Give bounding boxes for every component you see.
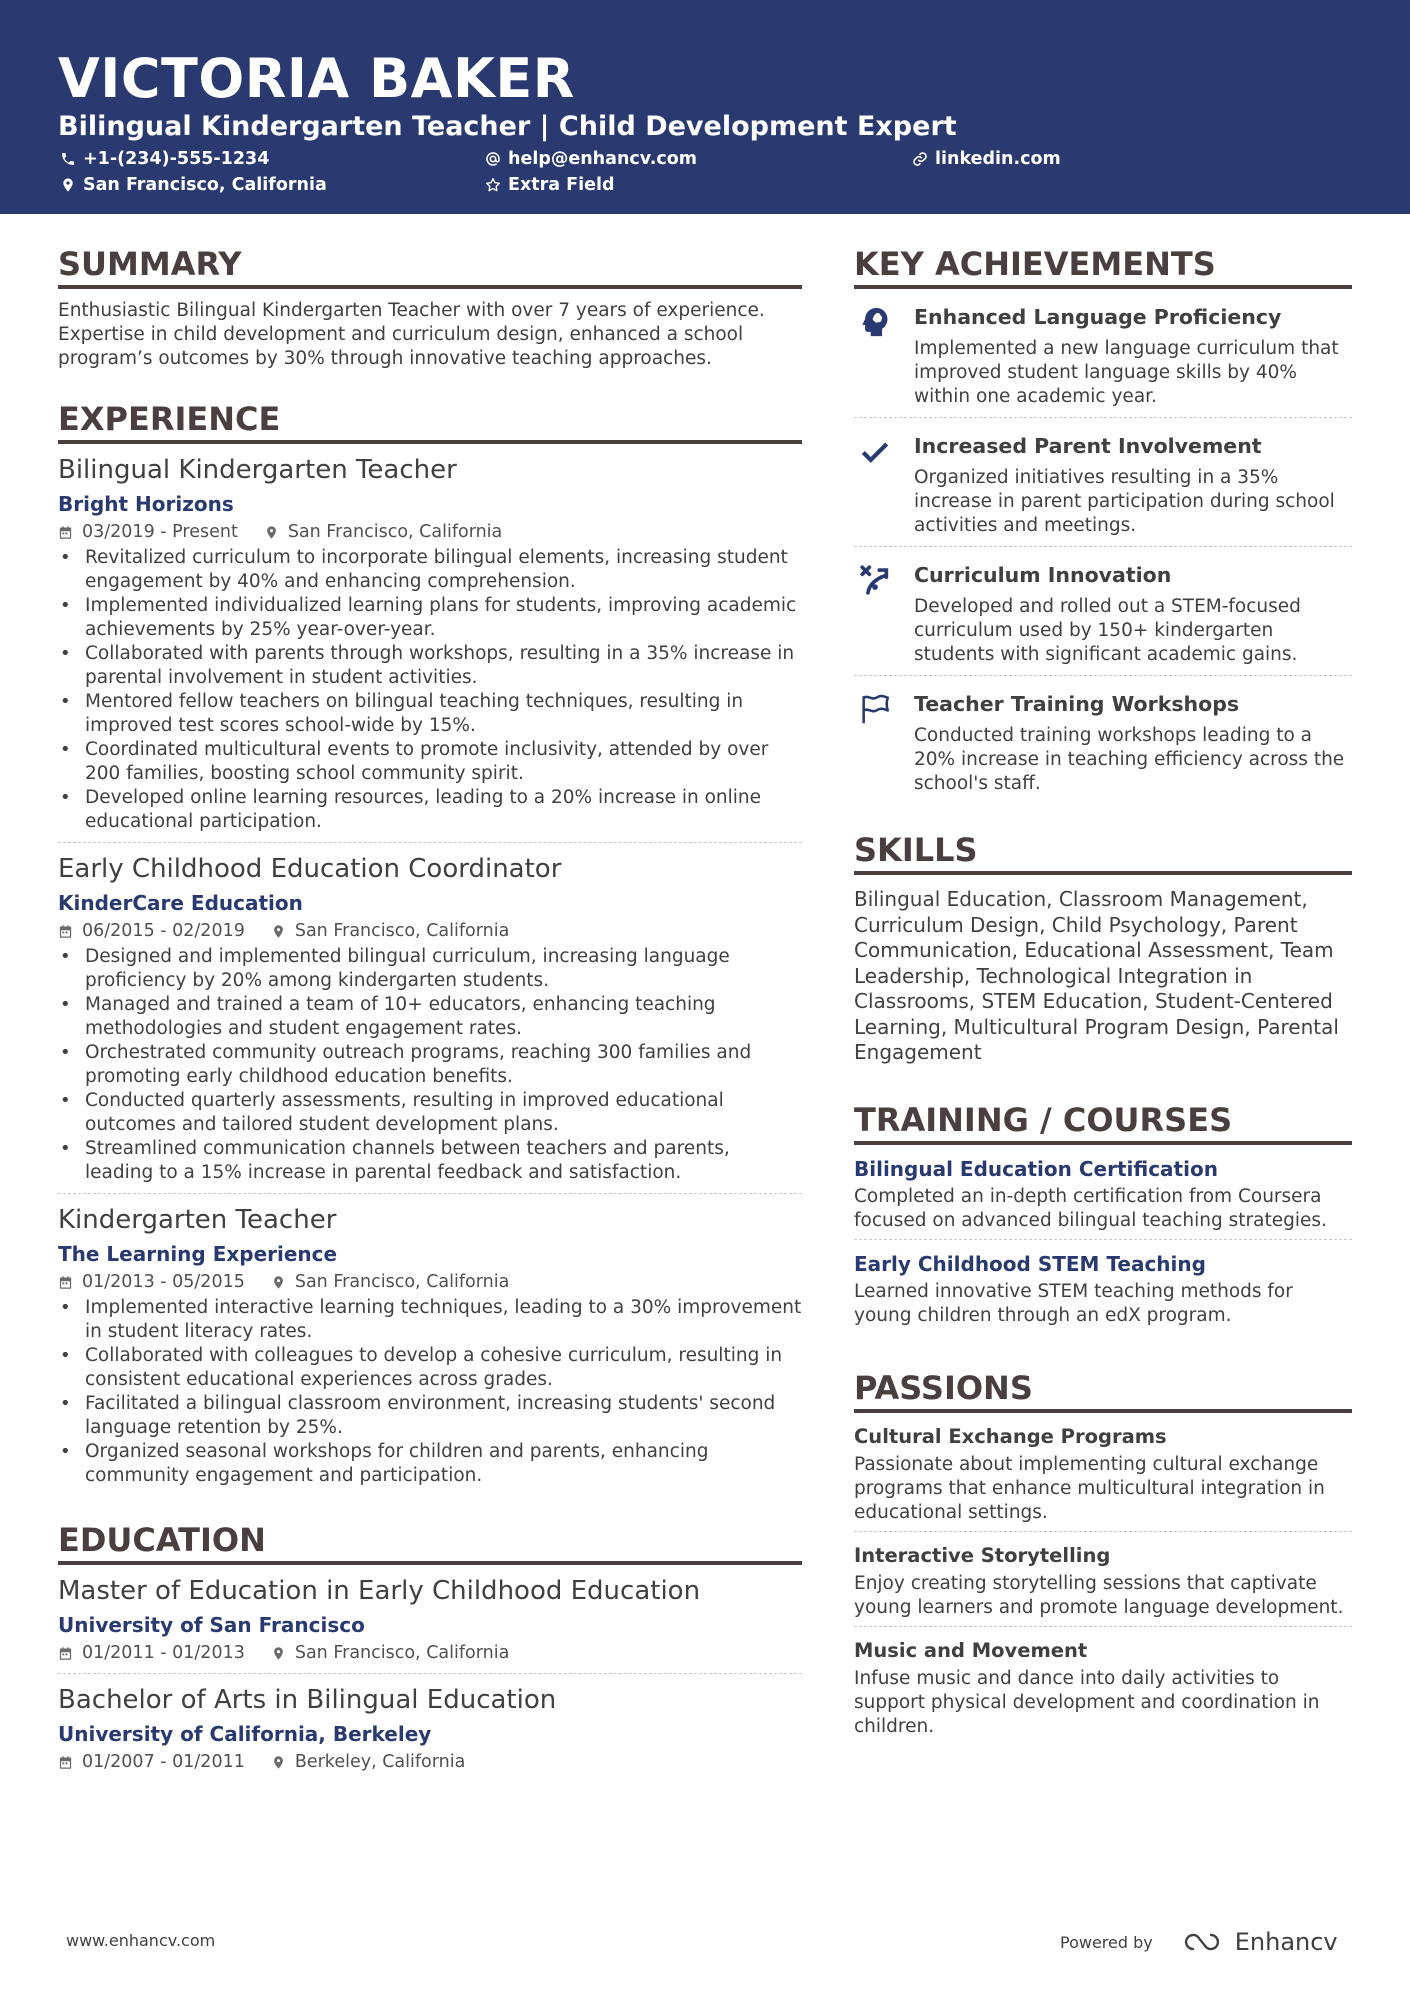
right-column: [854, 244, 1352, 1773]
job-role: Kindergarten Teacher: [58, 1205, 337, 1235]
bullet-item: • Conducted quarterly assessments, resulting in improved educational outcomes and tailored student development plans.: [58, 1089, 802, 1137]
bullet-item: • Implemented interactive learning techniques, leading to a 30% improvement in student literacy rates.: [58, 1296, 802, 1344]
summary-text: Enthusiastic Bilingual Kindergarten Teacher with over 7 years of experience. Expertise in child development and curriculum design, enhanced a school program’s outcomes by 30% through innovative teaching approaches.: [58, 300, 765, 369]
course-desc: Learned innovative STEM teaching methods for young children through an edX program.: [854, 1280, 1293, 1326]
job-meta: [58, 1270, 802, 1294]
education-section: [58, 1520, 802, 1782]
job-location: San Francisco, California: [294, 1272, 510, 1292]
passion-item: [854, 1637, 1352, 1745]
education-school: University of California, Berkeley: [58, 1722, 432, 1746]
training-heading: TRAINING / COURSES: [854, 1100, 1352, 1145]
achievement-title: Teacher Training Workshops: [914, 692, 1240, 716]
email-text: help@enhancv.com: [508, 149, 698, 169]
passion-desc: Enjoy creating storytelling sessions that captivate young learners and promote language development.: [854, 1572, 1344, 1618]
calendar-icon: [58, 924, 73, 939]
achievement-item: [854, 299, 1352, 418]
location-pin-icon: [60, 177, 76, 193]
education-dates: 01/2007 - 01/2011: [82, 1752, 245, 1772]
experience-heading: EXPERIENCE: [58, 399, 802, 444]
bullet-item: • Revitalized curriculum to incorporate bilingual elements, increasing student engagement by 40% and enhancing comprehension.: [58, 546, 802, 594]
passion-title: Interactive Storytelling: [854, 1543, 1111, 1567]
bullet-item: • Developed online learning resources, leading to a 20% increase in online educational participation.: [58, 786, 802, 834]
bullet-item: • Implemented individualized learning plans for students, improving academic achievements by 25% year-over-year.: [58, 594, 802, 642]
flag-icon: [858, 692, 892, 726]
bullet-item: • Organized seasonal workshops for children and parents, enhancing community engagement and participation.: [58, 1440, 802, 1488]
bullet-item: • Collaborated with colleagues to develop a cohesive curriculum, resulting in consistent educational experiences across grades.: [58, 1344, 802, 1392]
achievement-title: Curriculum Innovation: [914, 563, 1172, 587]
extra-text: Extra Field: [508, 175, 615, 195]
footer-branding: [1060, 1928, 1338, 1956]
education-meta: [58, 1750, 802, 1774]
education-dates: 01/2011 - 01/2013: [82, 1643, 245, 1663]
achievement-desc: Developed and rolled out a STEM-focused curriculum used by 150+ kindergarten students with significant academic gains.: [914, 596, 1301, 665]
passion-item: [854, 1542, 1352, 1627]
checkmark-icon: [858, 434, 892, 468]
footer-website[interactable]: www.enhancv.com: [66, 1931, 216, 1950]
job-dates: 01/2013 - 05/2015: [82, 1272, 245, 1292]
achievement-item: [854, 557, 1352, 676]
enhancv-logo-icon: [1179, 1929, 1225, 1955]
link-icon: [912, 151, 928, 167]
education-degree: Bachelor of Arts in Bilingual Education: [58, 1685, 557, 1715]
education-entry: [58, 1684, 802, 1782]
brand-name: Enhancv: [1234, 1928, 1338, 1956]
job-bullets: [58, 1296, 802, 1488]
education-location: San Francisco, California: [294, 1643, 510, 1663]
contact-phone[interactable]: [60, 147, 269, 171]
passion-title: Music and Movement: [854, 1638, 1088, 1662]
course-desc: Completed an in-depth certification from Coursera focused on advanced bilingual teaching strategies.: [854, 1185, 1327, 1231]
strategy-icon: [858, 563, 892, 597]
location-pin-icon: [271, 1755, 286, 1770]
job-dates: 03/2019 - Present: [82, 522, 238, 542]
at-icon: [485, 151, 501, 167]
experience-section: [58, 399, 802, 1496]
resume-header: [0, 0, 1410, 214]
achievement-desc: Conducted training workshops leading to a 20% increase in teaching efficiency across the school's staff.: [914, 725, 1345, 794]
calendar-icon: [58, 1275, 73, 1290]
education-meta: [58, 1641, 802, 1665]
passion-title: Cultural Exchange Programs: [854, 1424, 1167, 1448]
skills-section: [854, 830, 1352, 1066]
job-entry: [58, 1204, 802, 1496]
head-icon: [858, 305, 892, 339]
calendar-icon: [58, 1646, 73, 1661]
achievement-item: [854, 686, 1352, 804]
education-entry: [58, 1575, 802, 1674]
job-bullets: [58, 546, 802, 834]
achievement-desc: Organized initiatives resulting in a 35% increase in parent participation during school activities and meetings.: [914, 467, 1335, 536]
achievements-heading: KEY ACHIEVEMENTS: [854, 244, 1352, 289]
bullet-item: • Designed and implemented bilingual curriculum, increasing language proficiency by 20% among kindergarten students.: [58, 945, 802, 993]
location-pin-icon: [271, 1275, 286, 1290]
job-dates: 06/2015 - 02/2019: [82, 921, 245, 941]
location-text: San Francisco, California: [83, 175, 327, 195]
contact-extra: [485, 173, 615, 197]
achievements-section: [854, 244, 1352, 804]
bullet-item: • Streamlined communication channels between teachers and parents, leading to a 15% increase in parental feedback and satisfaction.: [58, 1137, 802, 1185]
phone-icon: [60, 151, 76, 167]
education-location: Berkeley, California: [294, 1752, 466, 1772]
achievement-title: Enhanced Language Proficiency: [914, 305, 1282, 329]
bullet-item: • Coordinated multicultural events to promote inclusivity, attended by over 200 families, boosting school community spirit.: [58, 738, 802, 786]
summary-section: [58, 244, 802, 371]
phone-text: +1-(234)-555-1234: [83, 149, 270, 169]
passion-desc: Passionate about implementing cultural exchange programs that enhance multicultural integration in educational settings.: [854, 1453, 1325, 1523]
job-company: KinderCare Education: [58, 891, 303, 915]
job-entry: [58, 454, 802, 843]
candidate-name: VICTORIA BAKER: [58, 47, 575, 110]
job-meta: [58, 520, 802, 544]
course-title: Bilingual Education Certification: [854, 1156, 1218, 1181]
job-location: San Francisco, California: [294, 921, 510, 941]
contact-website[interactable]: [912, 147, 1061, 171]
job-bullets: [58, 945, 802, 1185]
course-item: [854, 1250, 1352, 1334]
education-school: University of San Francisco: [58, 1613, 365, 1637]
website-text: linkedin.com: [935, 149, 1061, 169]
job-entry: [58, 853, 802, 1194]
training-section: [854, 1100, 1352, 1334]
job-location: San Francisco, California: [287, 522, 503, 542]
summary-heading: SUMMARY: [58, 244, 802, 289]
passions-heading: PASSIONS: [854, 1368, 1352, 1413]
course-title: Early Childhood STEM Teaching: [854, 1251, 1206, 1276]
course-item: [854, 1155, 1352, 1240]
bullet-item: • Collaborated with parents through workshops, resulting in a 35% increase in parental involvement in student activities.: [58, 642, 802, 690]
calendar-icon: [58, 1755, 73, 1770]
location-pin-icon: [264, 525, 279, 540]
contact-email[interactable]: [485, 147, 697, 171]
bullet-item: • Facilitated a bilingual classroom environment, increasing students' second language retention by 25%.: [58, 1392, 802, 1440]
achievement-title: Increased Parent Involvement: [914, 434, 1262, 458]
achievement-item: [854, 428, 1352, 547]
bullet-item: • Mentored fellow teachers on bilingual teaching techniques, resulting in improved test scores school-wide by 15%.: [58, 690, 802, 738]
calendar-icon: [58, 525, 73, 540]
passion-item: [854, 1423, 1352, 1532]
job-company: Bright Horizons: [58, 492, 234, 516]
education-degree: Master of Education in Early Childhood Education: [58, 1576, 701, 1606]
bullet-item: • Orchestrated community outreach programs, reaching 300 families and promoting early childhood education benefits.: [58, 1041, 802, 1089]
achievement-desc: Implemented a new language curriculum that improved student language skills by 40% within one academic year.: [914, 338, 1339, 407]
bullet-item: • Managed and trained a team of 10+ educators, enhancing teaching methodologies and student engagement rates.: [58, 993, 802, 1041]
star-icon: [485, 177, 501, 193]
education-heading: EDUCATION: [58, 1520, 802, 1565]
skills-heading: SKILLS: [854, 830, 1352, 875]
location-pin-icon: [271, 1646, 286, 1661]
powered-by-text: Powered by: [1060, 1932, 1153, 1952]
job-role: Early Childhood Education Coordinator: [58, 854, 562, 884]
passion-desc: Infuse music and dance into daily activities to support physical development and coordination in children.: [854, 1667, 1320, 1737]
passions-section: [854, 1368, 1352, 1745]
job-role: Bilingual Kindergarten Teacher: [58, 455, 457, 485]
left-column: [58, 244, 802, 1810]
job-meta: [58, 919, 802, 943]
job-company: The Learning Experience: [58, 1242, 338, 1266]
candidate-title: Bilingual Kindergarten Teacher | Child Development Expert: [58, 111, 957, 142]
brand-logo[interactable]: [1179, 1928, 1338, 1956]
skills-text: Bilingual Education, Classroom Management, Curriculum Design, Child Psychology, Parent Communication, Educational Assessment, Team Leadership, Technological Integration in Classrooms, STEM Education, Student-Centered Learning, Multicultural Program Design, Parental Engagement: [854, 887, 1339, 1064]
contact-location: [60, 173, 327, 197]
location-pin-icon: [271, 924, 286, 939]
